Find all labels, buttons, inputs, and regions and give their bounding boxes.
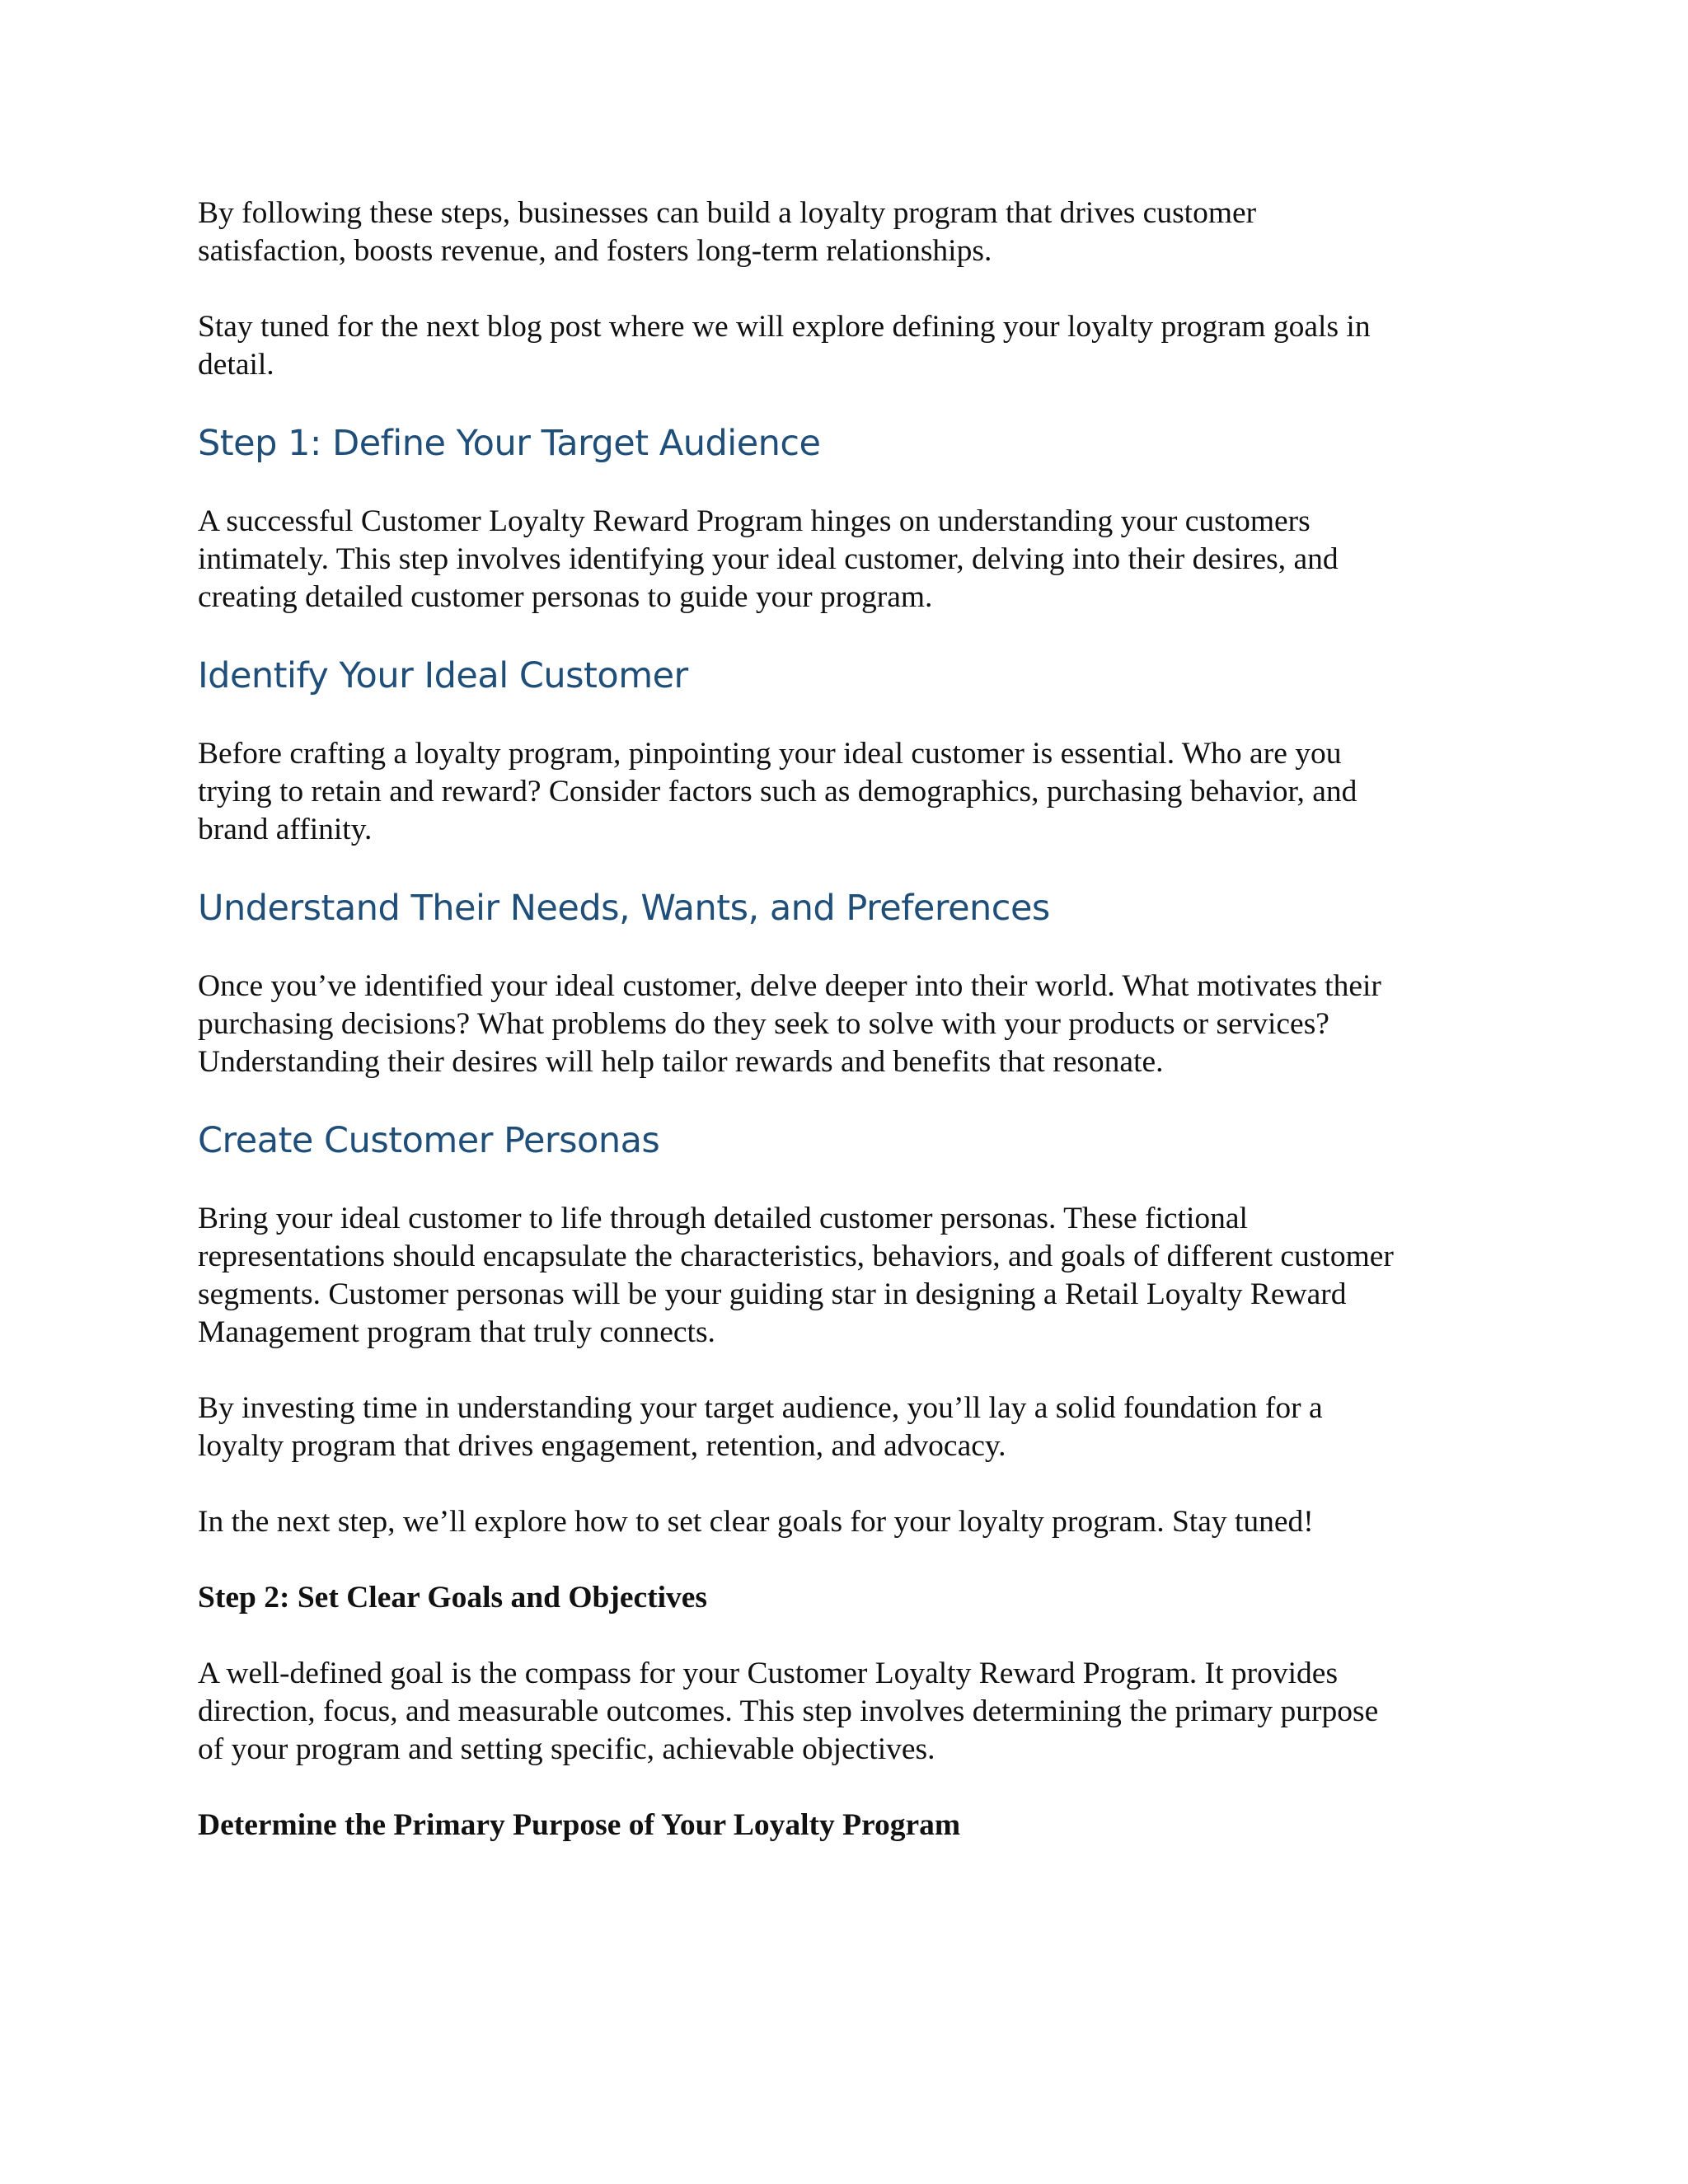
- intro-paragraph-2: Stay tuned for the next blog post where we will explore defining your loyalty program goals in detail.: [198, 310, 1371, 382]
- ideal-customer-paragraph: Before crafting a loyalty program, pinpointing your ideal customer is essential. Who are you trying to retain and reward? Consider factors such as demographics, purchasing behavior, and brand affinity.: [198, 737, 1357, 846]
- ideal-customer-heading: Identify Your Ideal Customer: [198, 655, 688, 696]
- investing-paragraph: By investing time in understanding your target audience, you’ll lay a solid foundation for a loyalty program that drives engagement, retention, and advocacy.: [198, 1391, 1323, 1463]
- needs-heading: Understand Their Needs, Wants, and Preferences: [198, 888, 1050, 929]
- step1-heading: Step 1: Define Your Target Audience: [198, 423, 821, 464]
- purpose-heading: Determine the Primary Purpose of Your Loyalty Program: [198, 1808, 961, 1842]
- personas-heading: Create Customer Personas: [198, 1120, 660, 1161]
- document-body: [198, 194, 1508, 1844]
- intro-paragraph-1: By following these steps, businesses can build a loyalty program that drives customer satisfaction, boosts revenue, and fosters long-term relationships.: [198, 196, 1257, 268]
- needs-paragraph: Once you’ve identified your ideal customer, delve deeper into their world. What motivates their purchasing decisions? What problems do they seek to solve with your products or services? Understanding their desires will help tailor rewards and benefits that resonate.: [198, 969, 1381, 1079]
- step1-paragraph: A successful Customer Loyalty Reward Program hinges on understanding your customers intimately. This step involves identifying your ideal customer, delving into their desires, and creating detailed customer personas to guide your program.: [198, 504, 1339, 614]
- next-step-paragraph: In the next step, we’ll explore how to set clear goals for your loyalty program. Stay tuned!: [198, 1505, 1314, 1539]
- step2-heading: Step 2: Set Clear Goals and Objectives: [198, 1581, 708, 1615]
- step2-paragraph: A well-defined goal is the compass for your Customer Loyalty Reward Program. It provides direction, focus, and measurable outcomes. This step involves determining the primary purpose of your program and setting specific, achievable objectives.: [198, 1657, 1379, 1766]
- personas-paragraph: Bring your ideal customer to life through detailed customer personas. These fictional representations should encapsulate the characteristics, behaviors, and goals of different customer segments. Customer personas will be your guiding star in designing a Retail Loyalty Reward Management program that truly connects.: [198, 1202, 1394, 1349]
